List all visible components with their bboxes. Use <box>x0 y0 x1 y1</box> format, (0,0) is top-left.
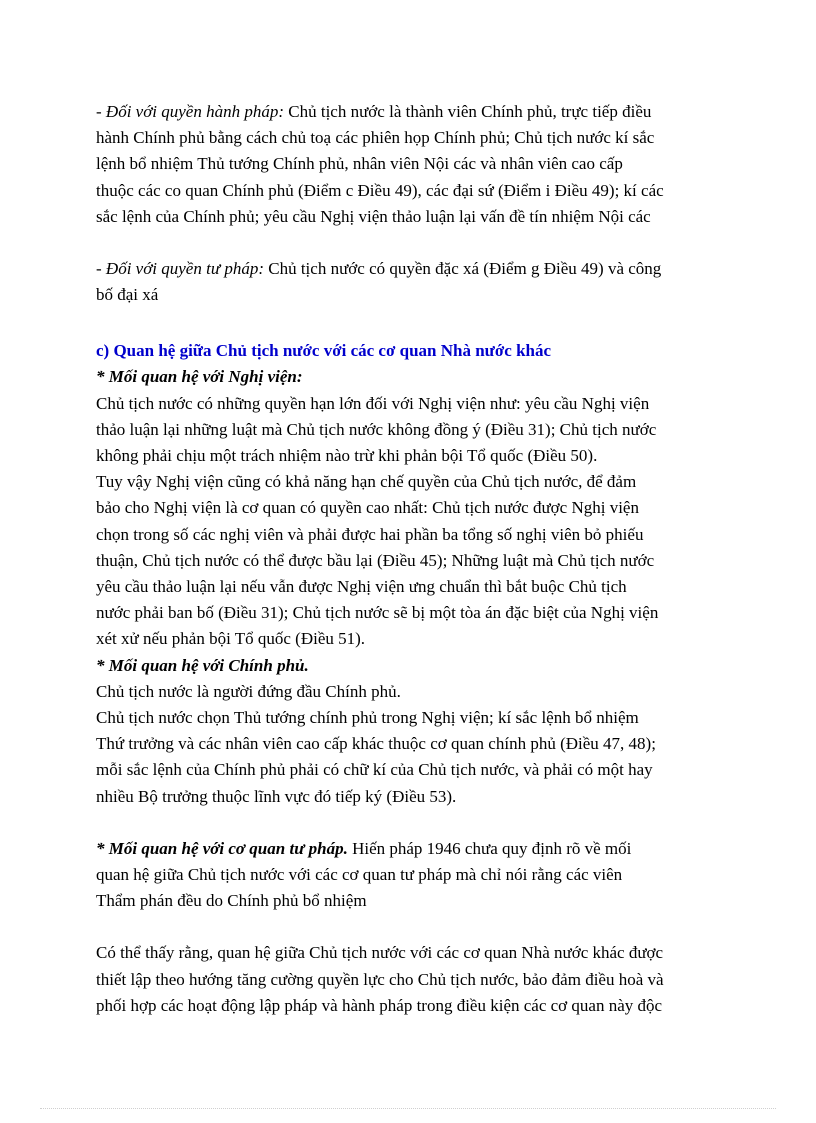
government-relation-block <box>96 653 736 810</box>
text-line: bảo cho Nghị viện là cơ quan có quyền cao nhất: Chủ tịch nước được Nghị viện <box>96 498 639 518</box>
judicial-power-paragraph <box>96 256 736 308</box>
text-line: Hiến pháp 1946 chưa quy định rõ về mối <box>347 838 632 858</box>
subheading-government: * Mối quan hệ với Chính phủ. <box>96 655 309 675</box>
judiciary-relation-paragraph <box>96 836 736 915</box>
text-line: Tuy vậy Nghị viện cũng có khả năng hạn chế quyền của Chủ tịch nước, để đảm <box>96 472 637 492</box>
text-line: Chủ tịch nước có quyền đặc xá (Điểm g Điều 49) và công <box>264 259 662 279</box>
text-line: lệnh bổ nhiệm Thủ tướng Chính phủ, nhân viên Nội các và nhân viên cao cấp <box>96 154 623 174</box>
text-line: phối hợp các hoạt động lập pháp và hành pháp trong điều kiện các cơ quan này độc <box>96 995 663 1015</box>
parliament-relation-block <box>96 364 736 652</box>
text-line: Thẩm phán đều do Chính phủ bổ nhiệm <box>96 891 367 911</box>
text-line: thảo luận lại những luật mà Chủ tịch nước không đồng ý (Điều 31); Chủ tịch nước <box>96 419 657 439</box>
text-line: thuận, Chủ tịch nước có thể được bầu lại (Điều 45); Những luật mà Chủ tịch nước <box>96 550 655 570</box>
text-line: Chủ tịch nước có những quyền hạn lớn đối với Nghị viện như: yêu cầu Nghị viện <box>96 393 650 413</box>
text-line: quan hệ giữa Chủ tịch nước với các cơ quan tư pháp mà chỉ nói rằng các viên <box>96 865 623 885</box>
text-line: mỗi sắc lệnh của Chính phủ phải có chữ kí của Chủ tịch nước, và phải có một hay <box>96 760 653 780</box>
executive-power-lead: - Đối với quyền hành pháp: <box>96 102 285 121</box>
text-line: nước phải ban bố (Điều 31); Chủ tịch nước sẽ bị một tòa án đặc biệt của Nghị viện <box>96 603 659 623</box>
conclusion-paragraph <box>96 940 736 1019</box>
text-line: hành Chính phủ bằng cách chủ toạ các phiên họp Chính phủ; Chủ tịch nước kí sắc <box>96 128 655 148</box>
text-line: nhiều Bộ trưởng thuộc lĩnh vực đó tiếp ký (Điều 53). <box>96 786 457 806</box>
document-page <box>96 99 736 1019</box>
judicial-power-lead: - Đối với quyền tư pháp: <box>96 259 264 279</box>
text-line: Chủ tịch nước chọn Thủ tướng chính phủ trong Nghị viện; kí sắc lệnh bổ nhiệm <box>96 708 639 728</box>
subheading-parliament: * Mối quan hệ với Nghị viện: <box>96 367 303 387</box>
text-line: xét xử nếu phản bội Tổ quốc (Điều 51). <box>96 629 366 649</box>
text-line: bố đại xá <box>96 285 159 305</box>
executive-power-paragraph <box>96 99 736 230</box>
text-line: Có thể thấy rằng, quan hệ giữa Chủ tịch nước với các cơ quan Nhà nước khác được <box>96 943 664 963</box>
section-heading: c) Quan hệ giữa Chủ tịch nước với các cơ quan Nhà nước khác <box>96 341 552 361</box>
text-line: yêu cầu thảo luận lại nếu vẫn được Nghị viện ưng chuẩn thì bắt buộc Chủ tịch <box>96 577 627 597</box>
text-line: Thứ trưởng và các nhân viên cao cấp khác thuộc cơ quan chính phủ (Điều 47, 48); <box>96 734 656 754</box>
text-line: không phải chịu một trách nhiệm nào trừ khi phản bội Tổ quốc (Điều 50). <box>96 446 598 466</box>
text-line: thuộc các co quan Chính phủ (Điểm c Điều 49), các đại sứ (Điểm i Điều 49); kí các <box>96 180 664 200</box>
text-line: sắc lệnh của Chính phủ; yêu cầu Nghị viện thảo luận lại vấn đề tín nhiệm Nội các <box>96 206 651 226</box>
text-line: chọn trong số các nghị viên và phải được hai phần ba tổng số nghị viên bỏ phiếu <box>96 524 644 544</box>
page-footer-divider <box>40 1108 776 1109</box>
text-line: Chủ tịch nước là thành viên Chính phủ, trực tiếp điều <box>284 102 652 121</box>
text-line: thiết lập theo hướng tăng cường quyền lực cho Chủ tịch nước, bảo đảm điều hoà và <box>96 969 664 989</box>
text-line: Chủ tịch nước là người đứng đầu Chính phủ. <box>96 681 401 701</box>
subheading-judiciary: * Mối quan hệ với cơ quan tư pháp. <box>96 838 348 858</box>
